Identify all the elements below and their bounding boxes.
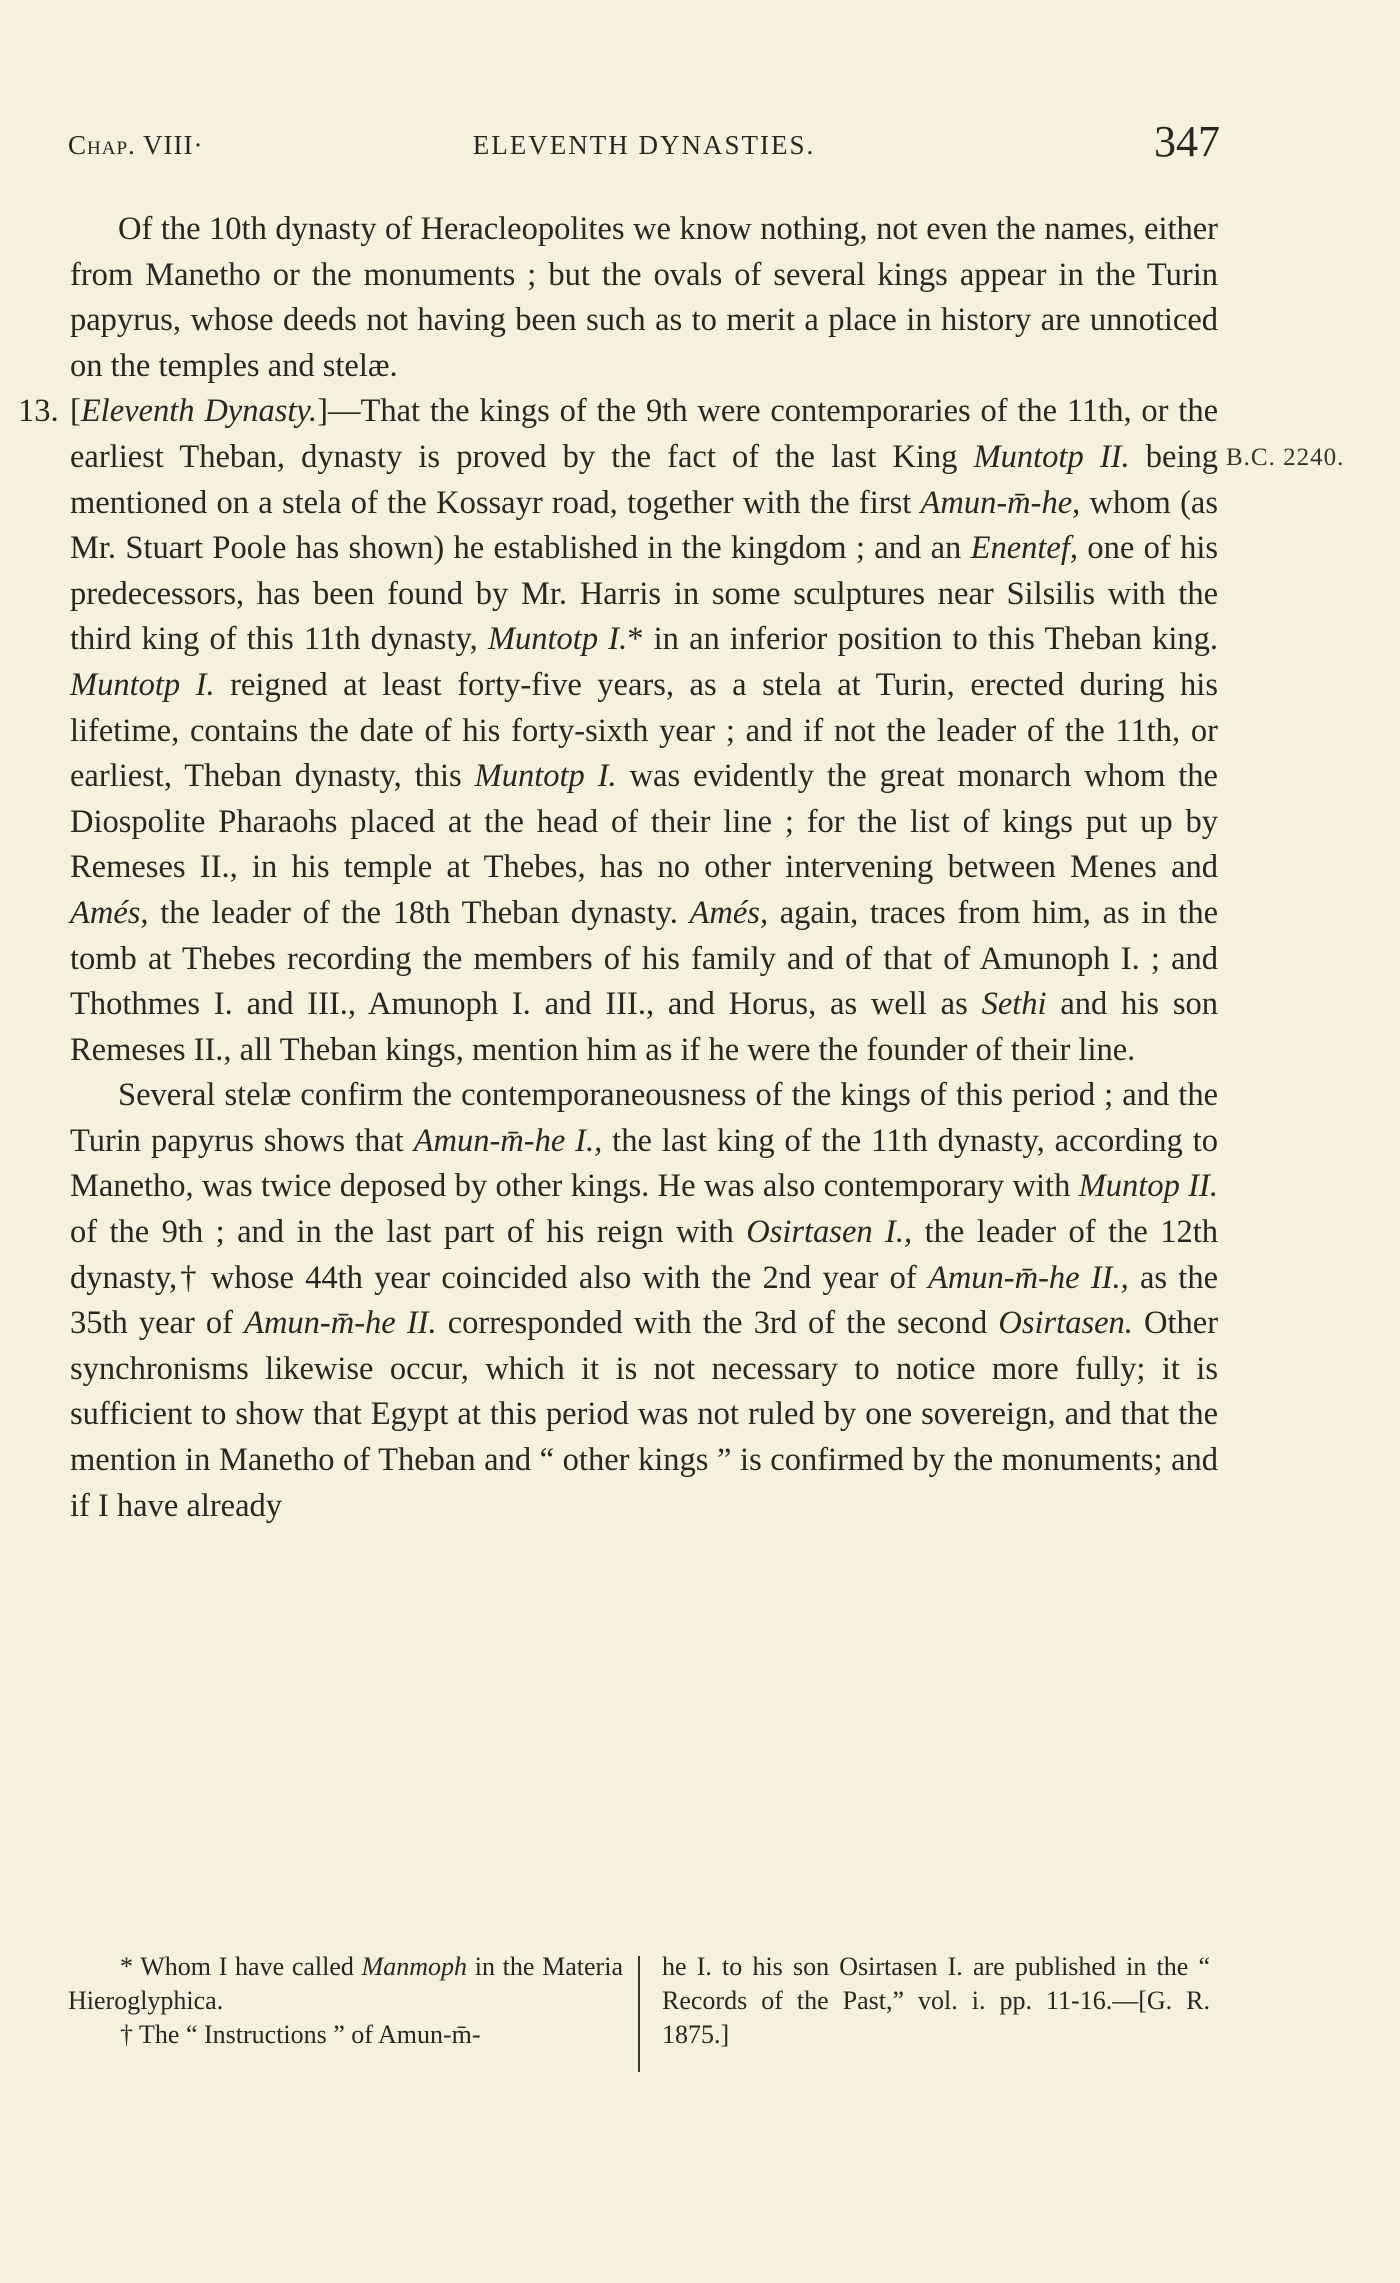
text-run: being mentioned on a stela of the Kossayr road, together with the first	[70, 438, 1218, 521]
footnote-2-continued: he I. to his son Osirtasen I. are published in the “ Records of the Past,” vol. i. pp. 11-16.—[G. R. 1875.]	[662, 1952, 1210, 2049]
running-header	[68, 116, 1220, 176]
king-name: Enentef,	[970, 530, 1078, 567]
text-run: of the 9th ; and in the last part of his reign with	[70, 1214, 747, 1251]
footnote-2: † The “ Instructions ” of Amun-m̄-	[120, 2020, 481, 2049]
margin-date-note: B.C. 2240.	[1226, 444, 1345, 471]
text-run: the last king of the 11th dynasty, according to Manetho, was twice deposed by other kings. He was also contemporary with	[70, 1122, 1218, 1205]
text-run: was evidently the great monarch whom the Diospolite Pharaohs placed at the head of their line ; for the list of kings put up by Remeses II., in his temple at Thebes, has no other intervening between Menes and	[70, 758, 1218, 886]
king-name: Amés,	[689, 894, 769, 931]
section-number: 13.	[18, 393, 59, 430]
footnote-divider	[638, 1956, 640, 2072]
king-name: Amun-m̄-he I.,	[413, 1122, 603, 1159]
footnote-column-left	[68, 1950, 623, 2052]
text-run: , whom (as Mr. Stuart Poole has shown) he established in the kingdom ; and an	[70, 484, 1218, 567]
paragraph-3	[70, 1073, 1218, 1529]
king-name: Amun-m̄-he II.,	[927, 1259, 1129, 1296]
page-number: 347	[1154, 117, 1220, 166]
text-run: corresponded with the 3rd of the second	[436, 1305, 999, 1342]
text-run: in the Materia Hieroglyphica.	[68, 1952, 623, 2015]
footnote-1	[68, 1950, 623, 2018]
king-name: Muntotp I.	[474, 758, 617, 795]
text-run: again, traces from him, as in the tomb at Thebes recording the members of his family and of that of Amunoph I. ; and Thothmes I. and III., Amunoph I. and III., and Horus, as well as	[70, 894, 1218, 1023]
text-run: Manmoph	[361, 1952, 468, 1981]
king-name: Amun-m̄-he	[920, 484, 1073, 521]
text-run: ]—That the kings of the 9th were contemporaries of the 11th, or the earliest Theban, dynasty is proved by the fact of the last King	[70, 393, 1218, 475]
paragraph-2	[18, 389, 1219, 1073]
king-name: Muntop II.	[1078, 1168, 1219, 1205]
text-run: * in an inferior position to this Theban king.	[627, 621, 1218, 658]
king-name: Osirtasen I.,	[746, 1214, 913, 1251]
running-title: ELEVENTH DYNASTIES.	[472, 130, 816, 160]
text-run: * Whom I have called	[120, 1952, 362, 1981]
main-text	[18, 207, 1219, 1529]
king-name: Amés,	[70, 894, 149, 931]
text-run: [	[70, 393, 81, 430]
king-name: Amun-m̄-he II.	[244, 1305, 437, 1342]
text-run: as the 35th year of	[70, 1259, 1219, 1342]
text-run: the leader of the 12th dynasty,† whose 44th year coincided also with the 2nd year of	[70, 1214, 1218, 1296]
text-run: Other synchronisms likewise occur, which it is not necessary to notice more fully; it is sufficient to show that Egypt at this period was not ruled by one sovereign, and that the mention in Manetho of Theban and “ other kings ” is confirmed by the monuments; and if I have already	[70, 1305, 1219, 1524]
chapter-label: Chap. VIII·	[68, 130, 204, 160]
text-run: Several stelæ confirm the contemporaneousness of the kings of this period ; and the Turin papyrus shows that	[70, 1077, 1218, 1159]
king-name: Muntotp II.	[973, 438, 1130, 475]
king-name: Muntotp I.	[70, 666, 215, 703]
section-heading: Eleventh Dynasty.	[80, 393, 318, 430]
king-name: Osirtasen.	[998, 1305, 1133, 1342]
king-name: Muntotp I.	[487, 621, 628, 658]
text-run: reigned at least forty-five years, as a stela at Turin, erected during his lifetime, contains the date of his forty-sixth year ; and if not the leader of the 11th, or earliest, Theban dynasty, this	[70, 666, 1218, 795]
text-run: and his son Remeses II., all Theban kings, mention him as if he were the founder of their line.	[70, 986, 1219, 1068]
footnotes	[68, 1950, 1218, 2110]
paragraph-1: Of the 10th dynasty of Heracleopolites we know nothing, not even the names, either from Manetho or the monuments ; but the ovals of several kings appear in the Turin papyrus, whose deeds not having been such as to merit a place in history are unnoticed on the temples and stelæ.	[70, 211, 1218, 384]
text-run: one of his predecessors, has been found by Mr. Harris in some sculptures near Silsilis with the third king of this 11th dynasty,	[70, 530, 1218, 658]
text-run: the leader of the 18th Theban dynasty.	[148, 894, 690, 931]
footnote-column-right	[662, 1950, 1210, 2052]
king-name: Sethi	[981, 986, 1047, 1023]
